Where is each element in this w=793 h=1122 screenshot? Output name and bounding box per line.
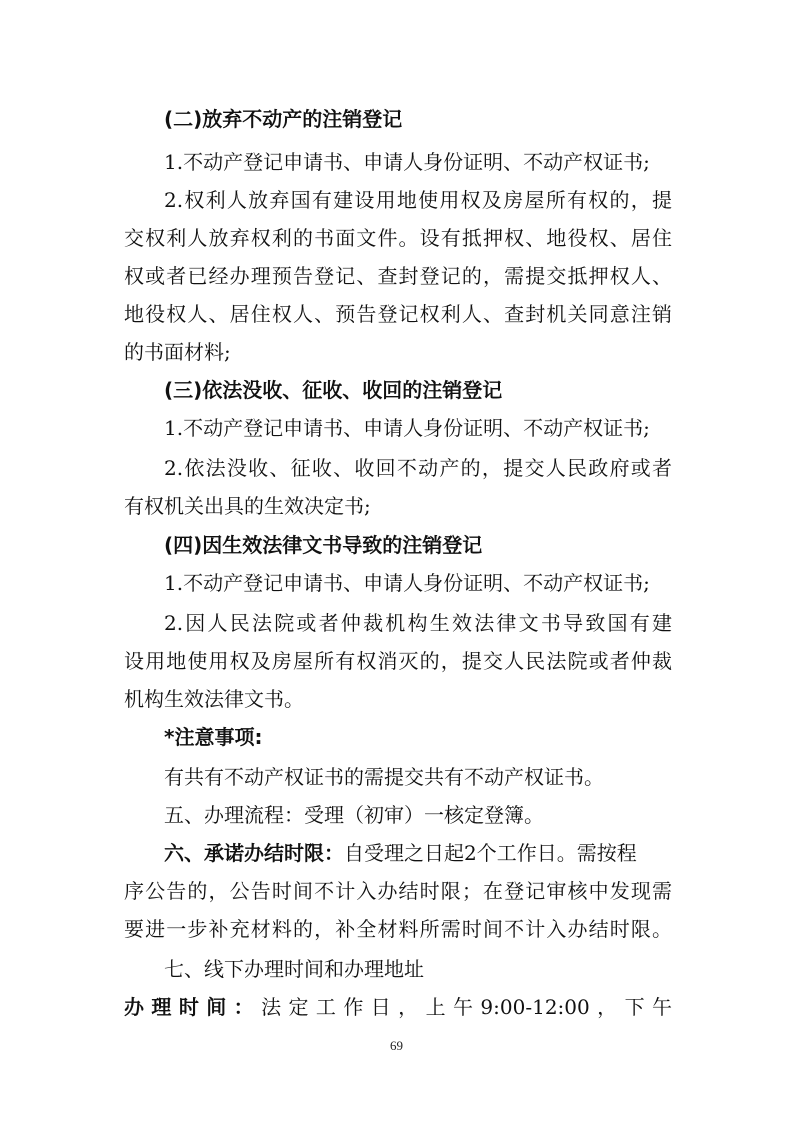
office-hours-line [124,992,672,1022]
time-limit-line-2: 序公告的，公告时间不计入办结时限；在登记审核中发现需 [124,879,672,903]
section-heading-abandon: (二)放弃不动产的注销登记 [164,107,403,131]
notice-heading: *注意事项: [164,725,263,749]
office-heading: 七、线下办理时间和办理地址 [164,957,424,981]
time-limit-text: 自受理之日起2个工作日。需按程 [344,841,637,865]
confiscation-item-2-line-2: 有权机关出具的生效决定书; [124,494,371,518]
process-line: 五、办理流程：受理（初审）一核定登簿。 [164,803,544,827]
legal-item-2-line-1: 2.因人民法院或者仲裁机构生效法律文书导致国有建 [164,611,672,635]
office-hours-label: 办理时间： [124,995,262,1019]
abandon-item-2-line-4: 地役权人、居住权人、预告登记权利人、查封机关同意注销 [124,302,672,326]
abandon-item-2-line-2: 交权利人放弃权利的书面文件。设有抵押权、地役权、居住 [124,226,672,250]
abandon-item-2-line-3: 权或者已经办理预告登记、查封登记的，需提交抵押权人、 [124,264,672,288]
confiscation-item-1: 1.不动产登记申请书、申请人身份证明、不动产权证书; [164,416,650,440]
office-hours-text: 法定工作日，上午9:00-12:00，下午 [261,995,672,1019]
notice-text: 有共有不动产权证书的需提交共有不动产权证书。 [164,765,604,789]
section-heading-legal-document: (四)因生效法律文书导致的注销登记 [164,533,483,557]
legal-item-2-line-3: 机构生效法律文书。 [124,687,304,711]
section-heading-confiscation: (三)依法没收、征收、收回的注销登记 [164,378,503,402]
time-limit-line-1 [164,838,672,868]
abandon-item-1: 1.不动产登记申请书、申请人身份证明、不动产权证书; [164,150,650,174]
legal-item-1: 1.不动产登记申请书、申请人身份证明、不动产权证书; [164,571,650,595]
time-limit-label: 六、承诺办结时限： [164,841,344,865]
page-number: 69 [390,1038,403,1053]
legal-item-2-line-2: 设用地使用权及房屋所有权消灭的，提交人民法院或者仲裁 [124,649,672,673]
abandon-item-2-line-1: 2.权利人放弃国有建设用地使用权及房屋所有权的，提 [164,188,672,212]
abandon-item-2-line-5: 的书面材料; [124,340,231,364]
confiscation-item-2-line-1: 2.依法没收、征收、收回不动产的，提交人民政府或者 [164,456,672,480]
time-limit-line-3: 要进一步补充材料的，补全材料所需时间不计入办结时限。 [124,917,672,941]
